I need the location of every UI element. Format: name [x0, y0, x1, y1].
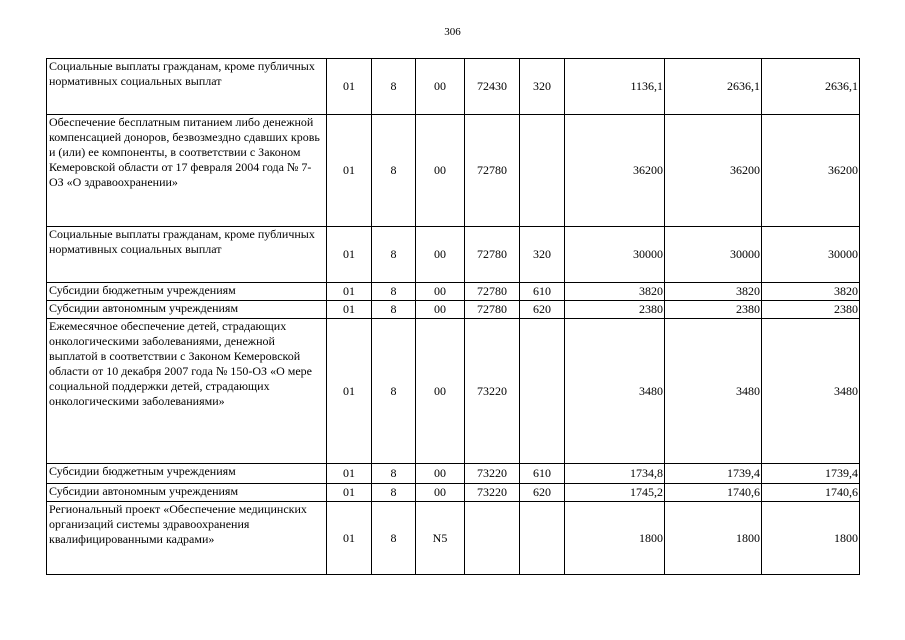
code-program: 8 — [372, 301, 416, 319]
table-row — [47, 319, 860, 464]
amount-year-2: 1740,6 — [665, 484, 762, 502]
code-subprogram: 00 — [416, 227, 465, 283]
code-direction: 73220 — [465, 484, 520, 502]
amount-year-2: 3820 — [665, 283, 762, 301]
code-section: 01 — [327, 319, 372, 464]
amount-year-2: 2636,1 — [665, 59, 762, 115]
amount-year-3: 3820 — [762, 283, 860, 301]
row-name: Обеспечение бесплатным питанием либо денежной компенсацией доноров, безвозмездно сдавших кровь и (или) ее компоненты, в соответствии с Законом Кемеровской области от 17 февраля 2004 года № 7-ОЗ «О здравоохранении» — [47, 115, 327, 227]
code-expense-type: 320 — [520, 59, 565, 115]
code-expense-type: 320 — [520, 227, 565, 283]
code-direction: 72780 — [465, 115, 520, 227]
code-section: 01 — [327, 502, 372, 575]
table-row — [47, 115, 860, 227]
code-direction: 72430 — [465, 59, 520, 115]
code-expense-type: 620 — [520, 301, 565, 319]
code-subprogram: 00 — [416, 484, 465, 502]
code-section: 01 — [327, 484, 372, 502]
code-expense-type: 610 — [520, 283, 565, 301]
code-program: 8 — [372, 464, 416, 484]
code-direction: 72780 — [465, 301, 520, 319]
amount-year-3: 2380 — [762, 301, 860, 319]
code-subprogram: 00 — [416, 464, 465, 484]
code-subprogram: N5 — [416, 502, 465, 575]
code-direction: 72780 — [465, 283, 520, 301]
amount-year-1: 1136,1 — [565, 59, 665, 115]
code-subprogram: 00 — [416, 115, 465, 227]
row-name: Субсидии автономным учреждениям — [47, 484, 327, 502]
code-direction: 73220 — [465, 319, 520, 464]
page-number: 306 — [444, 26, 461, 38]
row-name: Социальные выплаты гражданам, кроме публичных нормативных социальных выплат — [47, 227, 327, 283]
code-subprogram: 00 — [416, 301, 465, 319]
table-row — [47, 502, 860, 575]
code-direction: 72780 — [465, 227, 520, 283]
amount-year-1: 36200 — [565, 115, 665, 227]
code-expense-type — [520, 319, 565, 464]
code-subprogram: 00 — [416, 59, 465, 115]
table-row — [47, 283, 860, 301]
code-expense-type — [520, 115, 565, 227]
amount-year-3: 3480 — [762, 319, 860, 464]
code-section: 01 — [327, 59, 372, 115]
code-direction: 73220 — [465, 464, 520, 484]
budget-table — [46, 58, 860, 575]
code-section: 01 — [327, 464, 372, 484]
amount-year-1: 1745,2 — [565, 484, 665, 502]
amount-year-2: 3480 — [665, 319, 762, 464]
code-program: 8 — [372, 283, 416, 301]
amount-year-3: 1739,4 — [762, 464, 860, 484]
table-row — [47, 301, 860, 319]
amount-year-1: 1800 — [565, 502, 665, 575]
row-name: Субсидии автономным учреждениям — [47, 301, 327, 319]
code-direction — [465, 502, 520, 575]
code-program: 8 — [372, 484, 416, 502]
code-expense-type: 620 — [520, 484, 565, 502]
code-program: 8 — [372, 59, 416, 115]
row-name: Социальные выплаты гражданам, кроме публичных нормативных социальных выплат — [47, 59, 327, 115]
amount-year-2: 1800 — [665, 502, 762, 575]
amount-year-2: 2380 — [665, 301, 762, 319]
code-section: 01 — [327, 283, 372, 301]
row-name: Субсидии бюджетным учреждениям — [47, 464, 327, 484]
code-program: 8 — [372, 502, 416, 575]
amount-year-2: 36200 — [665, 115, 762, 227]
table-row — [47, 59, 860, 115]
amount-year-3: 1740,6 — [762, 484, 860, 502]
amount-year-3: 30000 — [762, 227, 860, 283]
amount-year-3: 36200 — [762, 115, 860, 227]
amount-year-2: 30000 — [665, 227, 762, 283]
code-expense-type: 610 — [520, 464, 565, 484]
amount-year-1: 2380 — [565, 301, 665, 319]
code-expense-type — [520, 502, 565, 575]
amount-year-1: 3480 — [565, 319, 665, 464]
row-name: Ежемесячное обеспечение детей, страдающих онкологическими заболеваниями, денежной выплатой в соответствии с Законом Кемеровской области от 10 декабря 2007 года № 150-ОЗ «О мере социальной поддержки детей, страдающих онкологическими заболеваниями» — [47, 319, 327, 464]
amount-year-2: 1739,4 — [665, 464, 762, 484]
code-program: 8 — [372, 227, 416, 283]
table-row — [47, 227, 860, 283]
amount-year-3: 1800 — [762, 502, 860, 575]
amount-year-1: 30000 — [565, 227, 665, 283]
code-section: 01 — [327, 115, 372, 227]
code-section: 01 — [327, 227, 372, 283]
amount-year-1: 1734,8 — [565, 464, 665, 484]
code-subprogram: 00 — [416, 283, 465, 301]
table-row — [47, 464, 860, 484]
code-program: 8 — [372, 319, 416, 464]
amount-year-3: 2636,1 — [762, 59, 860, 115]
table-row — [47, 484, 860, 502]
code-subprogram: 00 — [416, 319, 465, 464]
row-name: Субсидии бюджетным учреждениям — [47, 283, 327, 301]
code-program: 8 — [372, 115, 416, 227]
code-section: 01 — [327, 301, 372, 319]
row-name: Региональный проект «Обеспечение медицинских организаций системы здравоохранения квалифицированными кадрами» — [47, 502, 327, 575]
amount-year-1: 3820 — [565, 283, 665, 301]
